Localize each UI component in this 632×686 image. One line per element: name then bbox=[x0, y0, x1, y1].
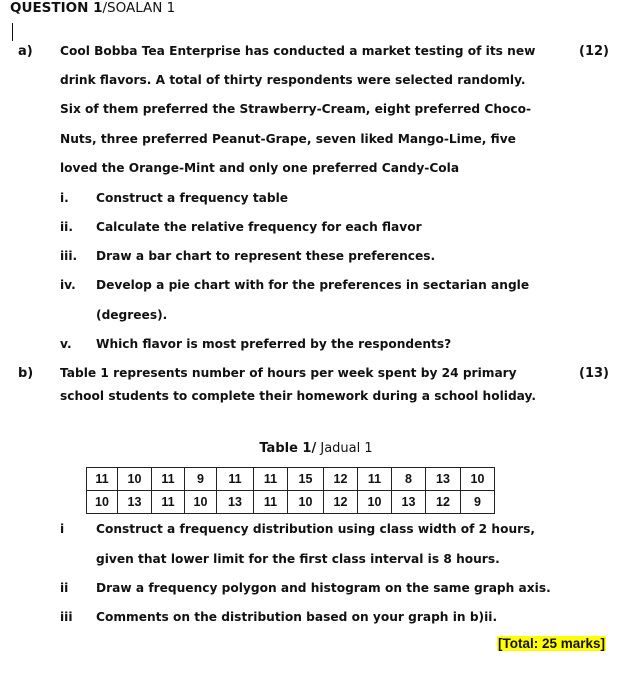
table-cell: 10 bbox=[461, 468, 495, 491]
table-cell: 13 bbox=[392, 491, 426, 514]
table-cell: 10 bbox=[358, 491, 392, 514]
table-cell: 11 bbox=[358, 468, 392, 491]
table-cell: 15 bbox=[288, 468, 324, 491]
table-row bbox=[87, 468, 495, 491]
part-b-item-text: Construct a frequency distribution using class width of 2 hours, bbox=[96, 522, 536, 536]
part-a-item-num: ii. bbox=[60, 220, 73, 234]
data-table bbox=[86, 467, 495, 514]
table-cell: 13 bbox=[426, 468, 461, 491]
part-b-line: Table 1 represents number of hours per week spent by 24 primary bbox=[60, 366, 517, 380]
part-a-item-num: iv. bbox=[60, 278, 76, 292]
part-b-item-text: Draw a frequency polygon and histogram on the same graph axis. bbox=[96, 581, 551, 595]
part-b-item-num: ii bbox=[60, 581, 69, 595]
table-cell: 12 bbox=[426, 491, 461, 514]
part-a-item-text: Draw a bar chart to represent these preferences. bbox=[96, 249, 436, 263]
part-a-item-text: Which flavor is most preferred by the respondents? bbox=[96, 337, 452, 351]
table-cell: 12 bbox=[324, 468, 358, 491]
table-cell: 11 bbox=[217, 468, 254, 491]
table-cell: 10 bbox=[87, 491, 118, 514]
total-marks: [Total: 25 marks] bbox=[497, 636, 605, 651]
table-cell: 11 bbox=[87, 468, 118, 491]
part-b-label: b) bbox=[18, 366, 34, 381]
question-title: QUESTION 1/SOALAN 1 bbox=[10, 0, 176, 16]
table-caption: Table 1/ Jadual 1 bbox=[259, 441, 373, 456]
part-b-item-text: Comments on the distribution based on your graph in b)ii. bbox=[96, 610, 498, 624]
text-cursor bbox=[12, 23, 13, 41]
part-a-line: drink flavors. A total of thirty respondents were selected randomly. bbox=[60, 73, 526, 87]
part-a-item-num: iii. bbox=[60, 249, 78, 263]
table-cell: 9 bbox=[461, 491, 495, 514]
part-a-line: Six of them preferred the Strawberry-Cream, eight preferred Choco- bbox=[60, 102, 532, 116]
table-row bbox=[87, 491, 495, 514]
part-a-marks: (12) bbox=[579, 44, 609, 59]
part-b-item-text-cont: given that lower limit for the first class interval is 8 hours. bbox=[96, 552, 500, 566]
part-b-item-num: i bbox=[60, 522, 65, 536]
table-cell: 8 bbox=[392, 468, 426, 491]
part-a-item-num: v. bbox=[60, 337, 72, 351]
part-a-item-text: Construct a frequency table bbox=[96, 191, 289, 205]
part-a-item-text: Calculate the relative frequency for each flavor bbox=[96, 220, 422, 234]
part-a-item-num: i. bbox=[60, 191, 69, 205]
table-cell: 10 bbox=[118, 468, 152, 491]
part-b-line: school students to complete their homework during a school holiday. bbox=[60, 389, 536, 403]
table-cell: 13 bbox=[118, 491, 152, 514]
table-cell: 9 bbox=[185, 468, 217, 491]
part-a-line: Cool Bobba Tea Enterprise has conducted a market testing of its new bbox=[60, 44, 536, 58]
part-a-item-text: Develop a pie chart with for the preferences in sectarian angle bbox=[96, 278, 530, 292]
table-cell: 11 bbox=[152, 491, 185, 514]
table-cell: 10 bbox=[288, 491, 324, 514]
table-cell: 10 bbox=[185, 491, 217, 514]
part-a-label: a) bbox=[18, 44, 33, 59]
table-cell: 11 bbox=[254, 468, 288, 491]
table-cell: 13 bbox=[217, 491, 254, 514]
part-a-line: Nuts, three preferred Peanut-Grape, seven liked Mango-Lime, five bbox=[60, 132, 516, 146]
table-cell: 12 bbox=[324, 491, 358, 514]
part-b-marks: (13) bbox=[579, 366, 609, 381]
table-cell: 11 bbox=[254, 491, 288, 514]
table-cell: 11 bbox=[152, 468, 185, 491]
part-b-item-num: iii bbox=[60, 610, 73, 624]
part-a-item-text-cont: (degrees). bbox=[96, 308, 168, 322]
part-a-line: loved the Orange-Mint and only one preferred Candy-Cola bbox=[60, 161, 460, 175]
